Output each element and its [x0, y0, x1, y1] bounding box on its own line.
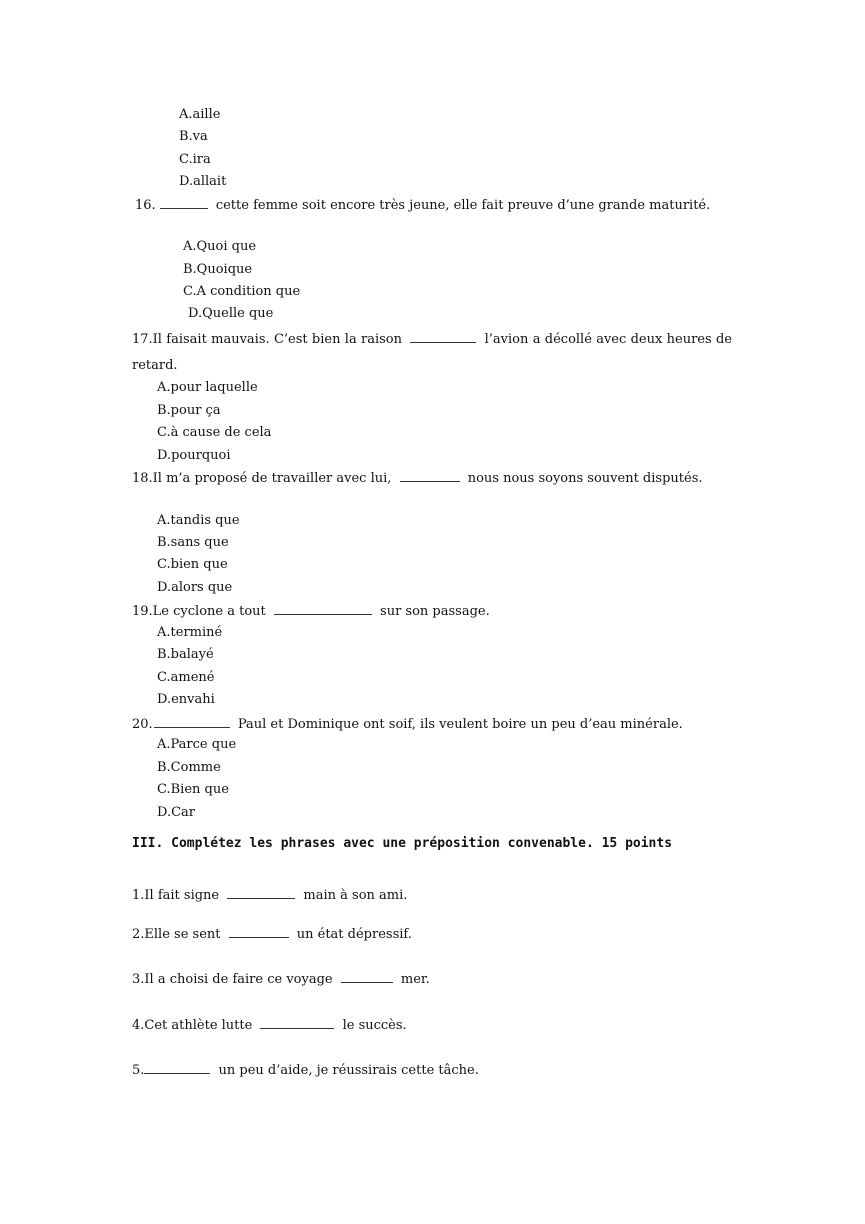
q16-stem	[135, 196, 732, 216]
q16-option-b: B.Quoique	[183, 262, 253, 277]
q17-option-a: A.pour laquelle	[157, 380, 258, 395]
section-3-item-2	[132, 925, 412, 943]
item-5-after: un peu d’aide, je réussirais cette tâche.	[214, 1063, 479, 1078]
item-1-after: main à son ami.	[299, 888, 408, 903]
q16-option-a: A.Quoi que	[183, 239, 257, 254]
item-3-after: mer.	[396, 972, 430, 987]
q19-option-d: D.envahi	[157, 692, 215, 707]
q17-text-before: 17.Il faisait mauvais. C’est bien la raison	[132, 332, 407, 347]
q18-blank	[400, 469, 460, 482]
q19-blank	[274, 602, 372, 615]
q18-option-c: C.bien que	[157, 557, 228, 572]
item-2-before: 2.Elle se sent	[132, 927, 225, 942]
q20-text: Paul et Dominique ont soif, ils veulent boire un peu d’eau minérale.	[233, 717, 683, 732]
section-3-item-3	[132, 970, 430, 988]
item-3-blank	[341, 970, 393, 983]
q16-number: 16.	[135, 198, 156, 213]
q18-option-a: A.tandis que	[157, 513, 240, 528]
item-1-blank	[227, 886, 295, 899]
q15-option-a: A.aille	[179, 107, 221, 122]
q18-option-b: B.sans que	[157, 535, 229, 550]
q18-stem	[132, 469, 732, 489]
q18-text-after: nous nous soyons souvent disputés.	[463, 471, 703, 486]
q16-blank	[160, 196, 208, 209]
item-4-before: 4.Cet athlète lutte	[132, 1018, 257, 1033]
q17-option-b: B.pour ça	[157, 403, 221, 418]
q17-stem	[132, 327, 732, 379]
q16-option-d: D.Quelle que	[188, 306, 274, 321]
q16-option-c: C.A condition que	[183, 284, 301, 299]
q17-option-c: C.à cause de cela	[157, 425, 272, 440]
q18-text-before: 18.Il m’a proposé de travailler avec lui,	[132, 471, 396, 486]
q15-option-c: C.ira	[179, 152, 211, 167]
q19-stem	[132, 602, 490, 620]
q20-blank	[154, 715, 230, 728]
q17-option-d: D.pourquoi	[157, 448, 231, 463]
item-5-before: 5.	[132, 1063, 145, 1078]
q20-option-c: C.Bien que	[157, 782, 229, 797]
q15-option-b: B.va	[179, 129, 208, 144]
q20-number: 20.	[132, 717, 153, 732]
section-3-item-5	[132, 1061, 479, 1079]
item-4-after: le succès.	[338, 1018, 407, 1033]
item-5-blank	[144, 1061, 210, 1074]
section-3-heading: III. Complétez les phrases avec une préposition convenable. 15 points	[132, 836, 673, 851]
q17-text-after: l’avion a décollé avec deux heures de retard.	[132, 332, 732, 373]
section-3-item-4	[132, 1016, 407, 1034]
item-2-after: un état dépressif.	[292, 927, 412, 942]
q16-text: cette femme soit encore très jeune, elle fait preuve d’une grande maturité.	[211, 198, 711, 213]
q20-stem	[132, 715, 683, 733]
item-4-blank	[260, 1016, 334, 1029]
q19-option-a: A.terminé	[157, 625, 223, 640]
q20-option-d: D.Car	[157, 805, 196, 820]
q18-option-d: D.alors que	[157, 580, 233, 595]
q19-text-after: sur son passage.	[375, 604, 490, 619]
q17-blank	[410, 330, 476, 343]
item-1-before: 1.Il fait signe	[132, 888, 224, 903]
item-2-blank	[229, 925, 289, 938]
q20-option-a: A.Parce que	[157, 737, 237, 752]
q20-option-b: B.Comme	[157, 760, 221, 775]
q19-text-before: 19.Le cyclone a tout	[132, 604, 270, 619]
q15-option-d: D.allait	[179, 174, 227, 189]
section-3-item-1	[132, 886, 407, 904]
q19-option-c: C.amené	[157, 670, 215, 685]
q19-option-b: B.balayé	[157, 647, 214, 662]
item-3-before: 3.Il a choisi de faire ce voyage	[132, 972, 337, 987]
